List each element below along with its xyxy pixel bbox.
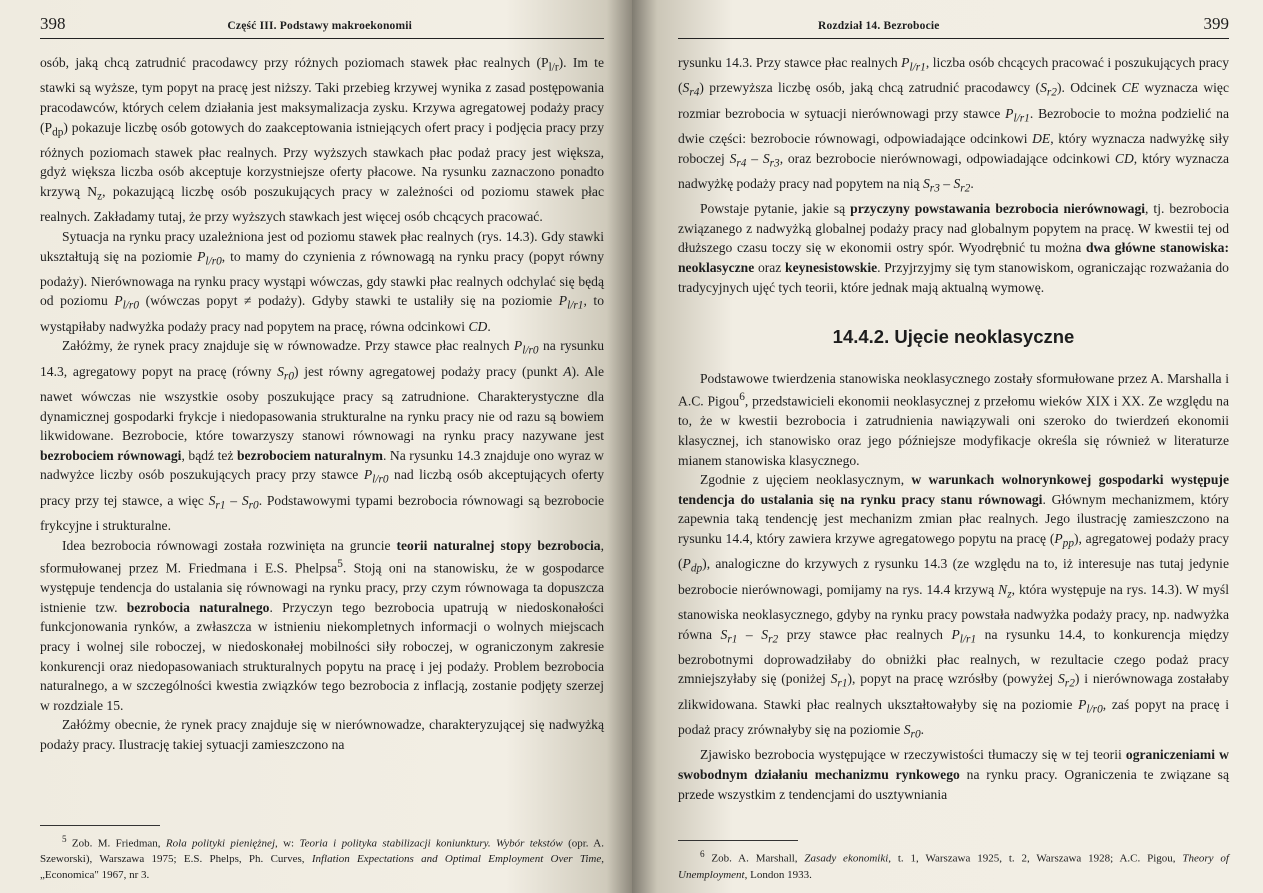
right-running-head-title: Rozdział 14. Bezrobocie: [818, 20, 940, 32]
footnote-rule: [40, 825, 160, 826]
left-body-text: [40, 53, 604, 755]
right-footnotes: [678, 840, 1229, 883]
left-paragraph-2: Sytuacja na rynku pracy uzależniona jest od poziomu stawek płac realnych (rys. 14.3). Gdy stawki ukształtują się na poziomie $P_{l/r0}$, to mamy do czynienia z równowagą na rynku pracy (popyt równy podaży). Nierównowaga na rynku pracy wystąpi wówczas, gdy stawki płac realnych odchylać się będą od poziomu $P_{l/r0}$ (wówczas popyt ≠ podaży). Gdyby stawki te ustaliły się na poziomie $P_{l/r1}$, to wystąpiłaby nadwyżka podaży pracy nad popytem na pracę, równa odcinkowi CD.: [40, 228, 604, 334]
footnote-5: $^5$ Zob. M. Friedman, Rola polityki pieniężnej, w: Teoria i polityka stabilizacji koniunktury. Wybór tekstów (opr. A. Szeworski), Warszawa 1975; E.S. Phelps, Ph. Curves, Inflation Expectations and Optimal Employment Over Time, „Economica" 1967, nr 3.: [40, 833, 604, 881]
right-paragraph-2: Powstaje pytanie, jakie są przyczyny powstawania bezrobocia nierównowagi, tj. bezrobocia związanego z nadwyżką globalnej podaży pracy nad globalnym popytem na pracę. W kwestii tej od dłuższego czasu toczy się w ekonomii ostry spór. Wyodrębnić tu można dwa główne stanowiska: neoklasyczne oraz keynesistowskie. Przyjrzyjmy się tym stanowiskom, ograniczając rozważania do tradycyjnych ujęć tych teorii, które jednak mają aktualną wymowę.: [678, 201, 1229, 295]
right-paragraph-1: rysunku 14.3. Przy stawce płac realnych $P_{l/r1}$, liczba osób chcących pracować i poszukujących pracy $(S_{r4})$ przewyższa liczbę osób, jaką chcą zatrudnić pracodawcy $(S_{r2})$. Odcinek CE wyznacza więc rozmiar bezrobocia w sytuacji nierównowagi przy stawce $P_{l/r1}$. Bezrobocie to można podzielić na dwie części: bezrobocie równowagi, odpowiadające odcinkowi DE, który wyznacza nadwyżkę siły roboczej $S_{r4} - S_{r3}$, oraz bezrobocie nierównowagi, odpowiadające odcinkowi CD, który wyznacza nadwyżkę podaży pracy nad popytem na nią $S_{r3} - S_{r2}$.: [678, 55, 1230, 195]
left-running-head: [40, 14, 604, 39]
footnote-6: $^6$ Zob. A. Marshall, Zasady ekonomiki, t. 1, Warszawa 1925, t. 2, Warszawa 1928; A.C. Pigou, Theory of Unemployment, London 1933.: [678, 849, 1229, 881]
right-paragraph-4: Zgodnie z ujęciem neoklasycznym, w warunkach wolnorynkowej gospodarki występuje tendencja do ustalania się na rynku pracy stanu równowagi. Głównym mechanizmem, który zapewnia taką tendencję jest mechanizm zmian płac realnych. Jego ilustrację zamieszczono na rysunku 14.4, który zawiera krzywe agregatowego popytu na pracę $(P_{pp})$, agregatowej podaży pracy $(P_{dp})$, analogiczne do krzywych z rysunku 14.3 (ze względu na to, iż interesuje nas tutaj jedynie bezrobocie nierównowagi, pomijamy na rys. 14.4 krzywą $N_z$, która występuje na rys. 14.3). W myśl stanowiska neoklasycznego, gdyby na rynku pracy powstała nadwyżka podaży pracy, np. nadwyżka równa $S_{r1} - S_{r2}$ przy stawce płac realnych $P_{l/r1}$ na rysunku 14.4, to konkurencja między bezrobotnymi doprowadziłaby do obniżki płac realnych, w rezultacie czego podaż pracy zmniejszyłaby się (poniżej $S_{r1}$), popyt na pracę wzrósłby (powyżej $S_{r2}$) i nierównowaga zostałaby zlikwidowana. Stawki płac realnych ukształtowałyby się na poziomie $P_{l/r0}$, zaś popyt na pracę i podaż pracy zrównałyby się na poziomie $S_{r0}$.: [678, 472, 1230, 741]
section-heading: 14.4.2. Ujęcie neoklasyczne: [832, 326, 1075, 348]
right-paragraph-3: Podstawowe twierdzenia stanowiska neoklasycznego zostały sformułowane przez A. Marshalla i A.C. Pigou$^6$, przedstawicieli ekonomii neoklasycznej z przełomu wieków XIX i XX. Ze względu na to, że w kwestii bezrobocia i zatrudnienia nawiązywali oni szeroko do twierdzeń ekonomii klasycznej, ich stanowisko oraz jego późniejsze modyfikacje określa się również w literaturze mianem stanowiska klasycznego.: [678, 370, 1229, 468]
right-page-number: 399: [1203, 14, 1229, 33]
left-footnotes: [40, 825, 604, 883]
footnote-rule: [678, 840, 798, 841]
left-paragraph-1: osób, jaką chcą zatrudnić pracodawcy przy różnych poziomach stawek płac realnych $(P_{l/r})$. Im te stawki są wyższe, tym popyt na pracę jest niższy. Taki przebieg krzywej wynika z zasad postępowania pracodawców, których celem działania jest maksymalizacja zysku. Krzywa agregatowej podaży pracy $(P_{dp})$ pokazuje liczbę osób gotowych do zaakceptowania istniejących ofert pracy i podjęcia pracy przy różnych poziomach stawek płac realnych. Przy wyższych stawkach płac podaż pracy jest większa, gdyż większa liczba osób akceptuje korzystniejsze oferty płacowe. Na rysunku zaznaczono ponadto krzywą $N_z$, pokazującą liczbę osób poszukujących pracy w zależności od poziomu stawek płac realnych. Zakładamy tutaj, że przy wyższych stawkach jest więcej osób chcących pracować.: [40, 55, 604, 225]
left-paragraph-3: Załóżmy, że rynek pracy znajduje się w równowadze. Przy stawce płac realnych $P_{l/r0}$ na rysunku 14.3, agregatowy popyt na pracę (równy $S_{r0}$) jest równy agregatowej podaży pracy (punkt A). Ale nawet wówczas nie wszystkie osoby poszukujące pracy są zatrudnione. Charakterystyczne dla dynamicznej gospodarki frykcje i niedopasowania strukturalne na rynku pracy nie od razu są bowiem likwidowane. Bezrobocie, które towarzyszy stanowi równowagi na rynku pracy nazywane jest bezrobociem równowagi, bądź też bezrobociem naturalnym. Na rysunku 14.3 znajduje ono wyraz w nadwyżce liczby osób poszukujących pracy przy stawce $P_{l/r0}$ nad liczbą osób akceptujących oferty pracy przy tej stawce, a więc $S_{r1} - S_{r0}$. Podstawowymi typami bezrobocia równowagi są bezrobocie frykcyjne i strukturalne.: [40, 338, 605, 533]
left-paragraph-5: Załóżmy obecnie, że rynek pracy znajduje się w nierównowadze, charakteryzującej się nadwyżką podaży pracy. Ilustrację takiej sytuacji zamieszczono na: [40, 717, 604, 752]
right-page: [632, 0, 1263, 893]
right-running-head: [678, 14, 1229, 39]
left-page-number: 398: [40, 14, 66, 33]
left-paragraph-4: Idea bezrobocia równowagi została rozwinięta na gruncie teorii naturalnej stopy bezrobocia, sformułowanej przez M. Friedmana i E.S. Phelpsa$^5$. Stoją oni na stanowisku, że w gospodarce występuje tendencja do ustalania się równowagi na rynku pracy, przy czym równowaga ta dopuszcza istnienie tzw. bezrobocia naturalnego. Przyczyn tego bezrobocia upatrują w niedoskonałości funkcjonowania rynków, a zwłaszcza w istnieniu niekompletnych informacji o wolnych miejscach pracy i wolnej sile roboczej, w niedoskonałej mobilności siły roboczej, w ograniczonym zakresie konkurencji oraz niedopasowaniach strukturalnych popytu na pracę i jej podaży. Problem bezrobocia naturalnego, a w szczególności kwestia związków tego bezrobocia z inflacją, zostanie podjęty szerzej w rozdziale 15.: [40, 537, 604, 713]
left-running-head-title: Część III. Podstawy makroekonomii: [227, 20, 413, 32]
right-body-text: [678, 53, 1229, 804]
right-paragraph-5: Zjawisko bezrobocia występujące w rzeczywistości tłumaczy się w tej teorii ograniczeniami w swobodnym działaniu mechanizmu rynkowego na rynku pracy. Ograniczenia te związane są przede wszystkim z tendencjami do usztywniania: [678, 747, 1230, 802]
